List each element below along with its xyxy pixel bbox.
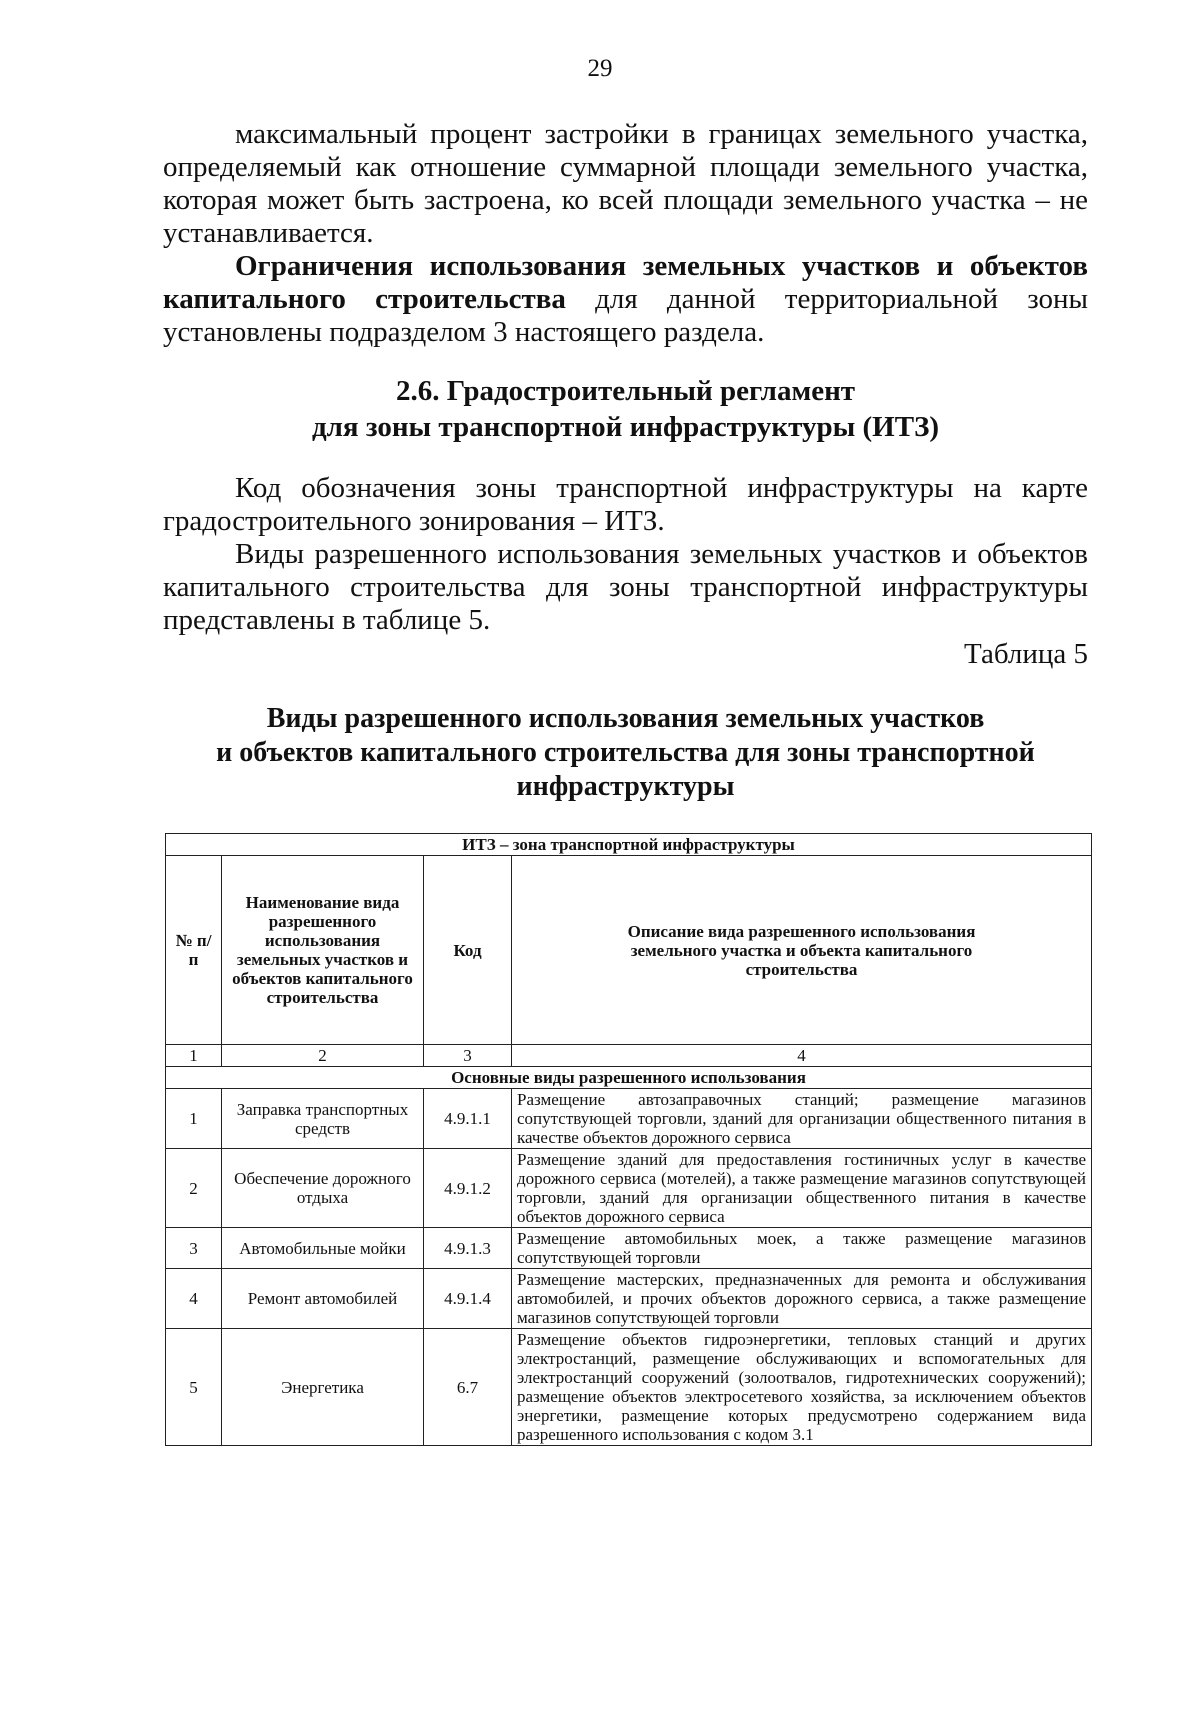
row-description: Размещение объектов гидроэнергетики, тепловых станций и других электростанций, размещение обслуживающих и вспомогательных для электростанций сооружений (золоотвалов, гидротехнических сооружений); размещение объектов электросетевого хозяйства, за исключением объектов энергетики, размещение которых предусмотрено содержанием вида разрешенного использования с кодом 3.1	[512, 1329, 1092, 1446]
zone-header-cell: ИТЗ – зона транспортной инфраструктуры	[166, 834, 1092, 856]
table-row	[166, 1329, 1092, 1446]
table-label: Таблица 5	[963, 638, 1088, 670]
row-description: Размещение зданий для предоставления гостиничных услуг в качестве дорожного сервиса (мотелей), а также размещение магазинов сопутствующей торговли, зданий для организации общественного питания в качестве объектов дорожного сервиса	[512, 1149, 1092, 1228]
row-name: Ремонт автомобилей	[222, 1269, 424, 1329]
row-name: Обеспечение дорожного отдыха	[222, 1149, 424, 1228]
row-number: 5	[166, 1329, 222, 1446]
column-index: 2	[222, 1045, 424, 1067]
restrictions-text: для данной территориальной зоны установлены подразделом 3 настоящего раздела.	[163, 283, 1089, 348]
header-name: Наименование вида разрешенного использования земельных участков и объектов капитального строительства	[222, 856, 424, 1045]
table-row	[166, 1228, 1092, 1269]
column-header-row	[166, 856, 1092, 1045]
section-title-line-1: 2.6. Градостроительный регламент	[395, 375, 856, 407]
row-code: 4.9.1.3	[424, 1228, 512, 1269]
permitted-use-table	[165, 833, 1092, 1446]
row-code: 6.7	[424, 1329, 512, 1446]
page-number: 29	[587, 55, 613, 82]
intro-paragraph-2	[163, 250, 1088, 349]
row-code: 4.9.1.1	[424, 1089, 512, 1149]
row-name: Энергетика	[222, 1329, 424, 1446]
column-index: 3	[424, 1045, 512, 1067]
row-code: 4.9.1.4	[424, 1269, 512, 1329]
table-title-line-1: Виды разрешенного использования земельных участков	[266, 703, 985, 734]
table-row	[166, 1089, 1092, 1149]
section-title-line-2: для зоны транспортной инфраструктуры (ИТЗ)	[311, 411, 940, 443]
row-description: Размещение мастерских, предназначенных для ремонта и обслуживания автомобилей, и прочих объектов дорожного сервиса, а также размещение магазинов сопутствующей торговли	[512, 1269, 1092, 1329]
header-code: Код	[424, 856, 512, 1045]
row-name: Автомобильные мойки	[222, 1228, 424, 1269]
column-index: 4	[512, 1045, 1092, 1067]
row-number: 4	[166, 1269, 222, 1329]
table-title-line-3: инфраструктуры	[516, 771, 735, 802]
header-description: Описание вида разрешенного использования земельного участка и объекта капитального строительства	[512, 856, 1092, 1045]
group-header-cell: Основные виды разрешенного использования	[166, 1067, 1092, 1089]
row-number: 1	[166, 1089, 222, 1149]
section-paragraph-1: Код обозначения зоны транспортной инфраструктуры на карте градостроительного зонирования – ИТЗ.	[163, 472, 1088, 537]
restrictions-bold-text: Ограничения использования земельных участков и объектов капитального строительства	[163, 250, 1088, 315]
section-heading	[163, 373, 1088, 445]
section-paragraph-2: Виды разрешенного использования земельных участков и объектов капитального строительства для зоны транспортной инфраструктуры представлены в таблице 5.	[163, 538, 1088, 636]
intro-paragraph-1: максимальный процент застройки в границах земельного участка, определяемый как отношение суммарной площади земельного участка, которая может быть застроена, ко всей площади земельного участка – не устанавливается.	[163, 118, 1088, 249]
row-code: 4.9.1.2	[424, 1149, 512, 1228]
column-index: 1	[166, 1045, 222, 1067]
zone-header-row	[166, 834, 1092, 856]
header-num: № п/п	[166, 856, 222, 1045]
row-description: Размещение автомобильных моек, а также размещение магазинов сопутствующей торговли	[512, 1228, 1092, 1269]
table-title	[163, 702, 1088, 804]
table-row	[166, 1149, 1092, 1228]
row-number: 3	[166, 1228, 222, 1269]
row-name: Заправка транспортных средств	[222, 1089, 424, 1149]
column-index-row	[166, 1045, 1092, 1067]
table-row	[166, 1269, 1092, 1329]
table-title-line-2: и объектов капитального строительства для зоны транспортной	[216, 737, 1035, 768]
row-description: Размещение автозаправочных станций; размещение магазинов сопутствующей торговли, зданий для организации общественного питания в качестве объектов дорожного сервиса	[512, 1089, 1092, 1149]
row-number: 2	[166, 1149, 222, 1228]
group-header-row	[166, 1067, 1092, 1089]
